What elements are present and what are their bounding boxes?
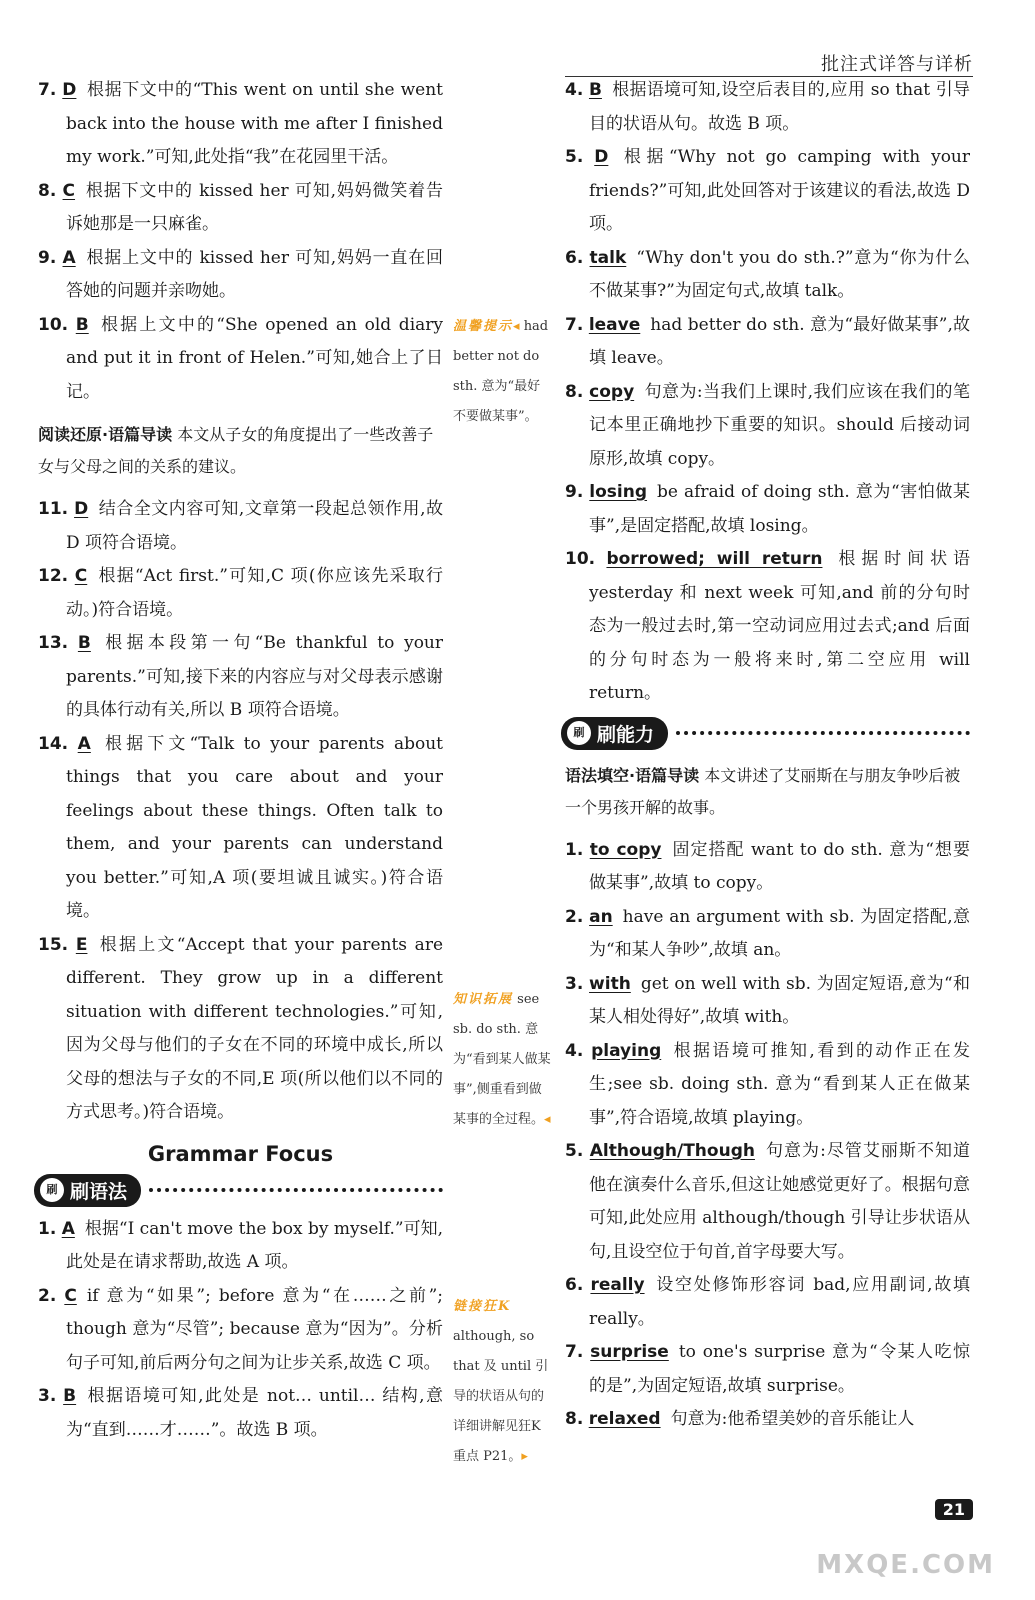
brush-icon: 刷	[40, 1178, 64, 1202]
answer-item	[565, 74, 970, 141]
reading-intro	[38, 419, 443, 483]
answer-item	[38, 627, 443, 728]
right-column	[565, 74, 970, 1437]
item-explanation: to one's surprise 意为“令某人吃惊的是”,为固定短语,故填 surprise。	[589, 1342, 971, 1396]
section-label: 刷语法	[70, 1180, 128, 1203]
item-number: 12.	[38, 566, 69, 586]
answer-item	[38, 74, 443, 175]
item-number: 7.	[565, 1342, 584, 1362]
item-number: 3.	[38, 1386, 57, 1406]
answer-item	[565, 1403, 970, 1437]
item-answer: losing	[589, 482, 648, 502]
item-answer: surprise	[590, 1342, 669, 1362]
item-explanation: 根据“I can't move the box by myself.”可知,此处是在请求帮助,故选 A 项。	[66, 1218, 443, 1272]
item-number: 4.	[565, 80, 584, 100]
answer-item	[38, 309, 443, 410]
item-explanation: 根据下文中的 kissed her 可知,妈妈微笑着告诉她那是一只麻雀。	[66, 180, 443, 234]
brush-icon: 刷	[567, 721, 591, 745]
item-answer: C	[62, 180, 76, 201]
item-number: 2.	[565, 906, 584, 927]
item-explanation: 根据“Why not go camping with your friends?”可知,此处回答对于该建议的看法,故选 D 项。	[589, 147, 971, 234]
section-badge	[561, 717, 668, 750]
item-number: 8.	[38, 180, 57, 201]
answer-item	[565, 1135, 970, 1269]
side-note-tag: 知识拓展	[453, 992, 514, 1007]
item-answer: B	[75, 314, 89, 335]
section-badge	[34, 1174, 141, 1207]
answer-item	[38, 175, 443, 242]
item-explanation: if 意为“如果”; before 意为“在……之前”; though 意为“尽管”; because 意为“因为”。分析句子可知,前后两分句之间为让步关系,故选 C 项。	[66, 1285, 443, 1373]
item-answer: an	[589, 906, 613, 927]
item-explanation: be afraid of doing sth. 意为“害怕做某事”,是固定搭配,故填 losing。	[589, 482, 971, 536]
arrow-icon: ◂	[544, 1112, 551, 1127]
item-explanation: 根据语境可知,设空后表目的,应用 so that 引导目的状语从句。故选 B 项。	[589, 80, 971, 134]
item-number: 8.	[565, 381, 584, 402]
grammar-focus-title: Grammar Focus	[147, 1141, 334, 1166]
side-note-text: although, so that 及 until 引导的状语从句的详细讲解见狂K重点 P21。	[453, 1329, 549, 1464]
item-explanation: 设空处修饰形容词 bad,应用副词,故填 really。	[589, 1275, 970, 1329]
item-answer: C	[64, 1285, 77, 1306]
item-number: 4.	[565, 1040, 584, 1061]
item-answer: Although/Though	[589, 1141, 755, 1161]
answer-item	[565, 1336, 970, 1403]
grammar-fill-intro	[565, 760, 970, 824]
item-explanation: 根据时间状语 yesterday 和 next week 可知,and 前的分句时态为一般过去时,第一空动词应用过去式;and 后面的分句时态为一般将来时,第二空应用 will return。	[589, 549, 970, 703]
item-number: 10.	[38, 314, 69, 335]
answer-item	[38, 1280, 443, 1381]
answer-item	[565, 141, 970, 242]
item-explanation: 根据下文“Talk to your parents about things that you care about and your feelings about these things. Often talk to them, and your parents can understand you better.”可知,A 项(要坦诚且诚实。)符合语境。	[66, 733, 444, 921]
item-number: 2.	[38, 1285, 57, 1306]
intro-text: 本文从子女的角度提出了一些改善子女与父母之间的关系的建议。	[38, 425, 434, 476]
header-title: 批注式详答与详析	[821, 54, 973, 75]
item-answer: C	[74, 566, 88, 586]
item-explanation: have an argument with sb. 为固定搭配,意为“和某人争吵”,故填 an。	[589, 906, 970, 960]
answer-item	[38, 929, 443, 1130]
item-explanation: 根据下文中的“This went on until she went back into the house with me after I finished my work.”可知,此处指“我”在花园里干活。	[66, 80, 443, 167]
item-number: 1.	[565, 839, 584, 860]
answer-item	[38, 728, 443, 929]
section-label: 刷能力	[597, 723, 655, 746]
item-answer: D	[62, 80, 77, 100]
item-number: 11.	[38, 499, 69, 519]
item-number: 9.	[565, 482, 584, 502]
item-explanation: 根据上文中的“She opened an old diary and put it in front of Helen.”可知,她合上了日记。	[66, 314, 443, 402]
item-number: 14.	[38, 733, 69, 754]
side-note-tag: 链接狂K	[453, 1299, 512, 1314]
item-number: 7.	[38, 80, 57, 100]
item-explanation: get on well with sb. 为固定短语,意为“和某人相处得好”,故填 with。	[589, 973, 970, 1027]
item-answer: A	[61, 1218, 75, 1239]
answer-item	[565, 1269, 970, 1336]
section-header-grammar	[34, 1174, 443, 1207]
item-answer: talk	[589, 247, 627, 268]
intro-text: 本文讲述了艾丽斯在与朋友争吵后被一个男孩开解的故事。	[565, 765, 961, 817]
answer-item	[38, 1213, 443, 1280]
item-number: 15.	[38, 934, 69, 955]
answer-item	[565, 476, 970, 543]
dotted-rule	[676, 731, 970, 735]
section-header-ability	[561, 717, 970, 750]
item-number: 3.	[565, 973, 584, 994]
item-answer: with	[589, 973, 631, 994]
side-note-link	[453, 1292, 553, 1472]
page-number: 21	[935, 1499, 973, 1520]
item-answer: A	[77, 733, 91, 754]
answer-item	[565, 543, 970, 711]
side-note-tip	[453, 312, 553, 432]
item-explanation: 结合全文内容可知,文章第一段起总领作用,故 D 项符合语境。	[66, 499, 444, 553]
item-answer: borrowed; will return	[606, 549, 823, 569]
item-answer: E	[75, 934, 88, 955]
item-explanation: 根据“Act first.”可知,C 项(你应该先采取行动。)符合语境。	[66, 566, 443, 620]
answer-item	[565, 242, 970, 309]
item-explanation: 根据语境可推知,看到的动作正在发生;see sb. doing sth. 意为“看到某人正在做某事”,符合语境,故填 playing。	[589, 1040, 971, 1128]
item-number: 5.	[565, 147, 584, 167]
answer-item	[565, 968, 970, 1035]
item-number: 1.	[38, 1218, 57, 1239]
item-number: 6.	[565, 1275, 584, 1295]
answer-item	[38, 1380, 443, 1447]
item-explanation: 根据本段第一句“Be thankful to your parents.”可知,接下来的内容应与对父母表示感谢的具体行动有关,所以 B 项符合语境。	[66, 633, 444, 720]
item-answer: to copy	[589, 839, 662, 860]
item-answer: D	[594, 147, 609, 167]
side-note-expand	[453, 985, 553, 1135]
item-answer: D	[74, 499, 89, 519]
item-explanation: 句意为:他希望美妙的音乐能让人	[670, 1409, 915, 1429]
answer-item	[565, 309, 970, 376]
arrow-icon: ◂	[513, 319, 520, 334]
answer-item	[565, 834, 970, 901]
item-answer: leave	[588, 314, 641, 335]
answer-item	[38, 560, 443, 627]
item-explanation: “Why don't you do sth.?”意为“你为什么不做某事?”为固定句式,故填 talk。	[589, 247, 971, 301]
side-note-text: see sb. do sth. 意为“看到某人做某事”,侧重看到做某事的全过程。	[453, 992, 551, 1127]
item-number: 8.	[565, 1409, 584, 1429]
item-explanation: had better do sth. 意为“最好做某事”,故填 leave。	[589, 314, 971, 368]
item-answer: B	[63, 1386, 77, 1406]
arrow-icon: ▸	[521, 1449, 528, 1464]
intro-label: 语法填空·语篇导读	[565, 765, 700, 785]
item-explanation: 根据上文中的 kissed her 可知,妈妈一直在回答她的问题并亲吻她。	[66, 247, 443, 301]
side-note-tag: 温馨提示	[453, 319, 514, 334]
item-number: 13.	[38, 633, 69, 653]
side-note-text: had better not do sth. 意为“最好不要做某事”。	[453, 319, 549, 424]
answer-item	[565, 901, 970, 968]
left-column	[38, 74, 443, 1447]
item-explanation: 根据上文“Accept that your parents are different. They grow up in a different situation with different technologies.”可知,因为父母与他们的子女在不同的环境中成长,所以父母的想法与子女的不同,E 项(所以他们以不同的方式思考。)符合语境。	[66, 934, 444, 1122]
item-explanation: 根据语境可知,此处是 not… until… 结构,意为“直到……才……”。故选 B 项。	[66, 1386, 444, 1440]
answer-item	[565, 1035, 970, 1136]
item-number: 10.	[565, 549, 596, 569]
item-answer: really	[590, 1275, 645, 1295]
item-answer: B	[77, 633, 91, 653]
item-answer: copy	[589, 381, 635, 402]
item-number: 6.	[565, 247, 584, 268]
answer-item	[565, 376, 970, 477]
item-answer: A	[62, 247, 76, 268]
item-answer: playing	[591, 1040, 662, 1061]
item-explanation: 固定搭配 want to do sth. 意为“想要做某事”,故填 to copy。	[589, 839, 970, 893]
item-answer: relaxed	[588, 1409, 661, 1429]
item-number: 5.	[565, 1141, 584, 1161]
item-explanation: 句意为:当我们上课时,我们应该在我们的笔记本里正确地抄下重要的知识。should 后接动词原形,故填 copy。	[589, 381, 970, 469]
watermark: MXQE.COM	[816, 1550, 995, 1580]
intro-label: 阅读还原·语篇导读	[38, 425, 173, 444]
item-number: 9.	[38, 247, 57, 268]
answer-item	[38, 493, 443, 560]
item-number: 7.	[565, 314, 584, 335]
item-explanation: 句意为:尽管艾丽斯不知道他在演奏什么音乐,但这让她感觉更好了。根据句意可知,此处应用 although/though 引导让步状语从句,且设空位于句首,首字母要大写。	[589, 1141, 970, 1262]
dotted-rule	[149, 1188, 443, 1192]
answer-item	[38, 242, 443, 309]
item-answer: B	[588, 80, 602, 100]
